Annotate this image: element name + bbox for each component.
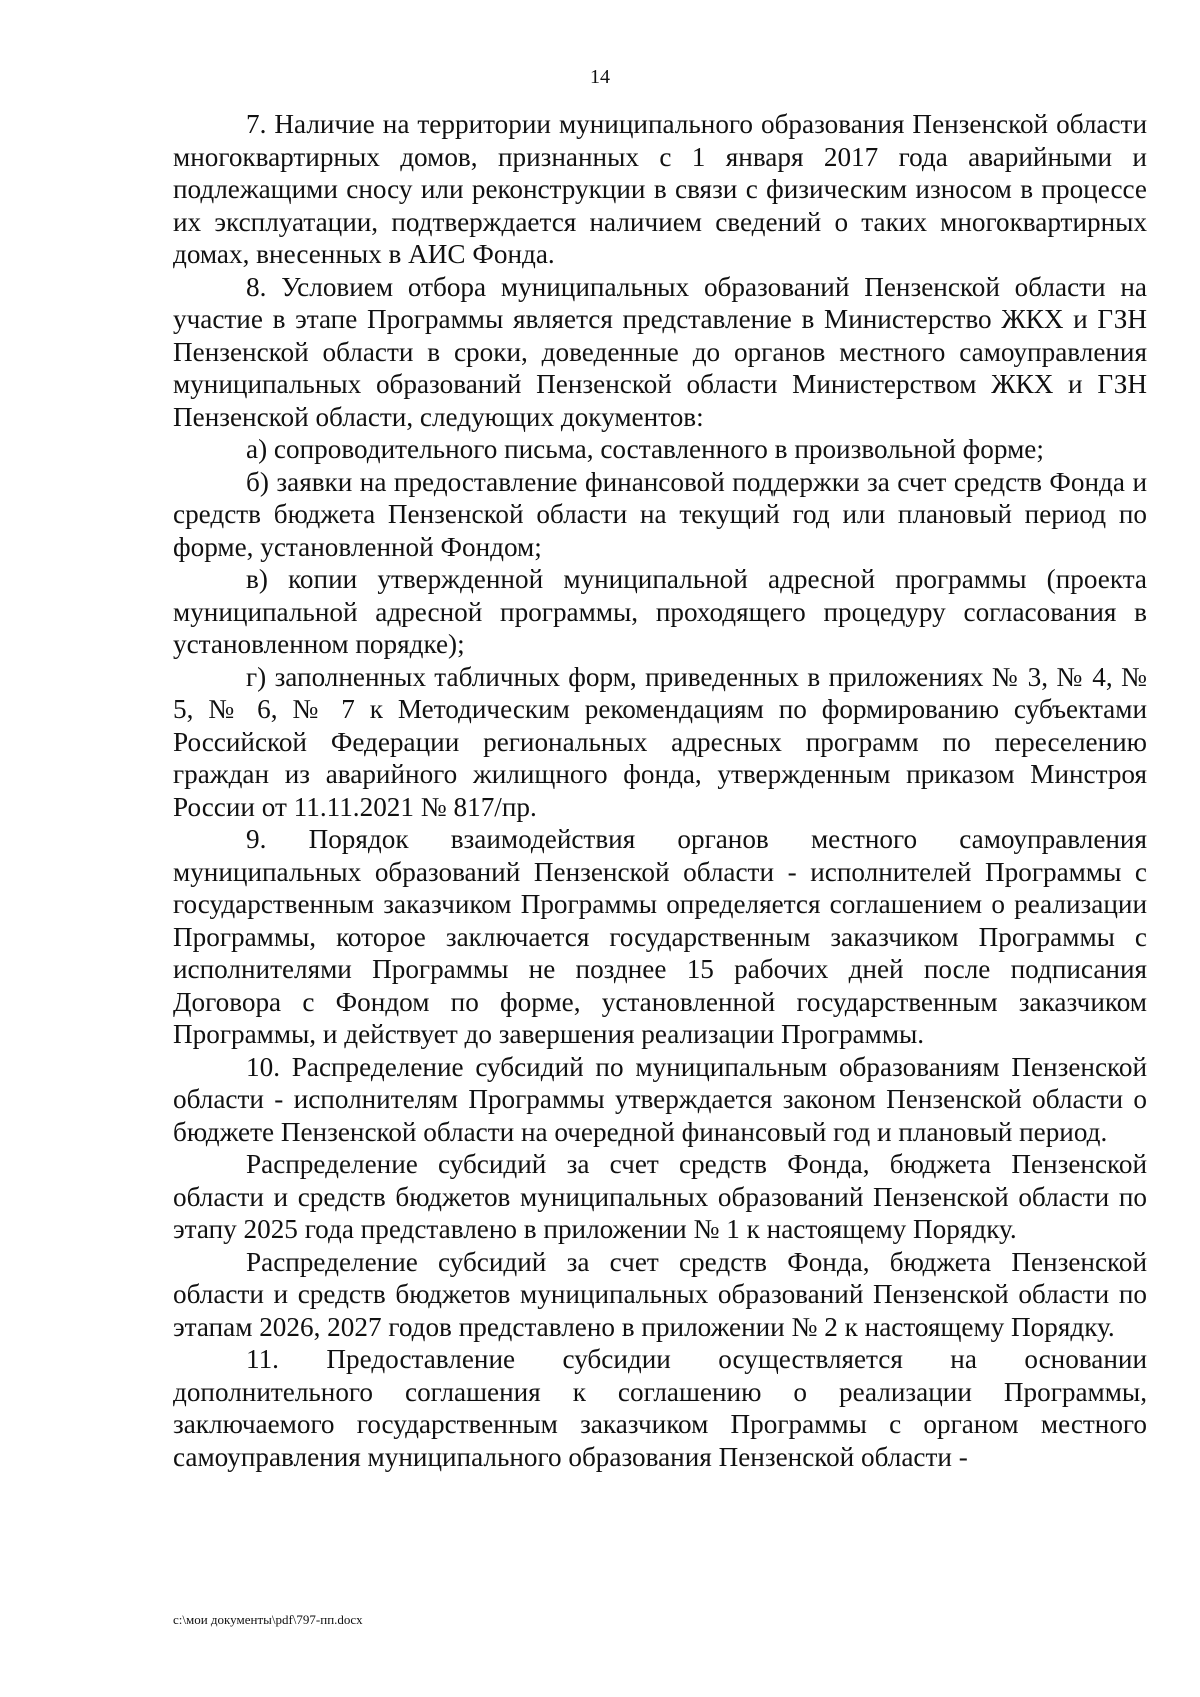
paragraph-10-distribution-2025: Распределение субсидий за счет средств Фонда, бюджета Пензенской области и средств бюджетов муниципальных образований Пензенской области по этапу 2025 года представлено в приложении № 1 к настоящему Порядку. — [173, 1149, 1147, 1244]
paragraph-8: 8. Условием отбора муниципальных образований Пензенской области на участие в этапе Программы является представление в Министерство ЖКХ и ГЗН Пензенской области в сроки, доведенные до органов местного самоуправления муниципальных образований Пензенской области Министерством ЖКХ и ГЗН Пензенской области, следующих документов: — [173, 271, 1147, 432]
list-item-g: г) заполненных табличных форм, приведенных в приложениях № 3, № 4, № 5, № 6, № 7 к Методическим рекомендациям по формированию субъектами Российской Федерации региональных адресных программ по переселению граждан из аварийного жилищного фонда, утвержденным приказом Минстроя России от 11.11.2021 № 817/пр. — [173, 661, 1147, 822]
paragraph-10: 10. Распределение субсидий по муниципальным образованиям Пензенской области - исполнителям Программы утверждается законом Пензенской области о бюджете Пензенской области на очередной финансовый год и плановый период. — [173, 1051, 1147, 1147]
paragraph-11: 11. Предоставление субсидии осуществляется на основании дополнительного соглашения к соглашению о реализации Программы, заключаемого государственным заказчиком Программы с органом местного самоуправления муниципального образования Пензенской области - — [173, 1344, 1147, 1472]
page-number: 14 — [590, 66, 610, 88]
paragraph-10-distribution-2026-2027: Распределение субсидий за счет средств Фонда, бюджета Пензенской области и средств бюджетов муниципальных образований Пензенской области по этапам 2026, 2027 годов представлено в приложении № 2 к настоящему Порядку. — [173, 1246, 1147, 1342]
footer-file-path: c:\мои документы\pdf\797-пп.docx — [173, 1612, 363, 1627]
list-item-v: в) копии утвержденной муниципальной адресной программы (проекта муниципальной адресной программы, проходящего процедуру согласования в установленном порядке); — [173, 564, 1147, 659]
paragraph-7: 7. Наличие на территории муниципального образования Пензенской области многоквартирных домов, признанных с 1 января 2017 года аварийными и подлежащими сносу или реконструкции в связи с физическим износом в процессе их эксплуатации, подтверждается наличием сведений о таких многоквартирных домах, внесенных в АИС Фонда. — [173, 109, 1147, 269]
paragraph-9: 9. Порядок взаимодействия органов местного самоуправления муниципальных образований Пензенской области - исполнителей Программы с государственным заказчиком Программы определяется соглашением о реализации Программы, которое заключается государственным заказчиком Программы с исполнителями Программы не позднее 15 рабочих дней после подписания Договора с Фондом по форме, установленной государственным заказчиком Программы, и действует до завершения реализации Программы. — [173, 824, 1147, 1049]
list-item-b: б) заявки на предоставление финансовой поддержки за счет средств Фонда и средств бюджета Пензенской области на текущий год или плановый период по форме, установленной Фондом; — [173, 466, 1147, 562]
document-body — [173, 108, 1147, 1473]
list-item-a: а) сопроводительного письма, составленного в произвольной форме; — [246, 434, 1044, 464]
